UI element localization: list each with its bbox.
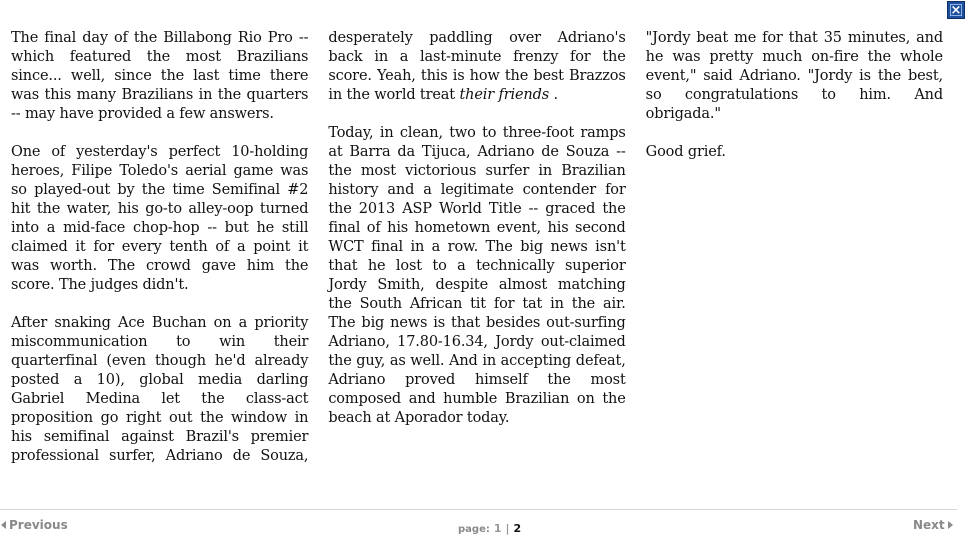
italic-phrase: their friends: [459, 87, 550, 103]
close-icon: ×: [950, 2, 962, 18]
page-separator: |: [505, 522, 510, 535]
next-page-link[interactable]: [913, 518, 953, 532]
paragraph-text: After snaking Ace Buchan on a priority miscommunication to win their quarterfinal (even though he'd already posted a 10), global media darling Gabriel Medina let the class-act proposition go right out the window in his semifinal against Brazil's premier professional surfer, Adriano de Souza, desperately paddling over Adriano's back in a last-minute frenzy for the score. Yeah, this is how the best Brazzos in the world treat: [11, 30, 626, 464]
article-paragraph: Good grief.: [645, 144, 726, 160]
previous-page-link[interactable]: [1, 518, 68, 532]
close-button[interactable]: [947, 1, 965, 19]
arrow-right-icon: [948, 521, 953, 529]
previous-label: Previous: [9, 518, 68, 532]
paragraph-end: .: [549, 87, 558, 103]
current-page: 2: [513, 522, 522, 535]
article-paragraph: The final day of the Billabong Rio Pro -- which featured the most Brazilians since... well, since the last time there was this many Brazilians in the quarters -- may have provided a few answers.: [11, 30, 309, 122]
article-paragraph: One of yesterday's perfect 10-holding heroes, Filipe Toledo's aerial game was so played-out by the time Semifinal #2 hit the water, his go-to alley-oop turned into a mid-face chop-hop -- but he still claimed it for every tenth of a point it was worth. The crowd gave him the score. The judges didn't.: [11, 144, 309, 293]
footer-divider: [0, 509, 957, 510]
pagination: [458, 522, 521, 535]
page-link-1[interactable]: 1: [493, 522, 502, 535]
page-label: page:: [458, 524, 490, 535]
arrow-left-icon: [1, 521, 6, 529]
next-label: Next: [913, 518, 945, 532]
article-body: [11, 29, 943, 479]
article-paragraph: Today, in clean, two to three-foot ramps at Barra da Tijuca, Adriano de Souza -- the most victorious surfer in Brazilian history and a legitimate contender for the 2013 ASP World Title -- graced the final of his hometown event, his second WCT final in a row. The big news isn't that he lost to a technically superior Jordy Smith, despite almost matching the South African tit for tat in the air. The big news is that besides out-surfing Adriano, 17.80-16.34, Jordy out-claimed the guy, as well. And in accepting defeat, Adriano proved himself the most composed and humble Brazilian on the beach at Aporador today.: [328, 125, 626, 426]
article-paragraph: "Jordy beat me for that 35 minutes, and he was pretty much on-fire the whole event," said Adriano. "Jordy is the best, so congratulations to him. And obrigada.": [645, 30, 943, 122]
